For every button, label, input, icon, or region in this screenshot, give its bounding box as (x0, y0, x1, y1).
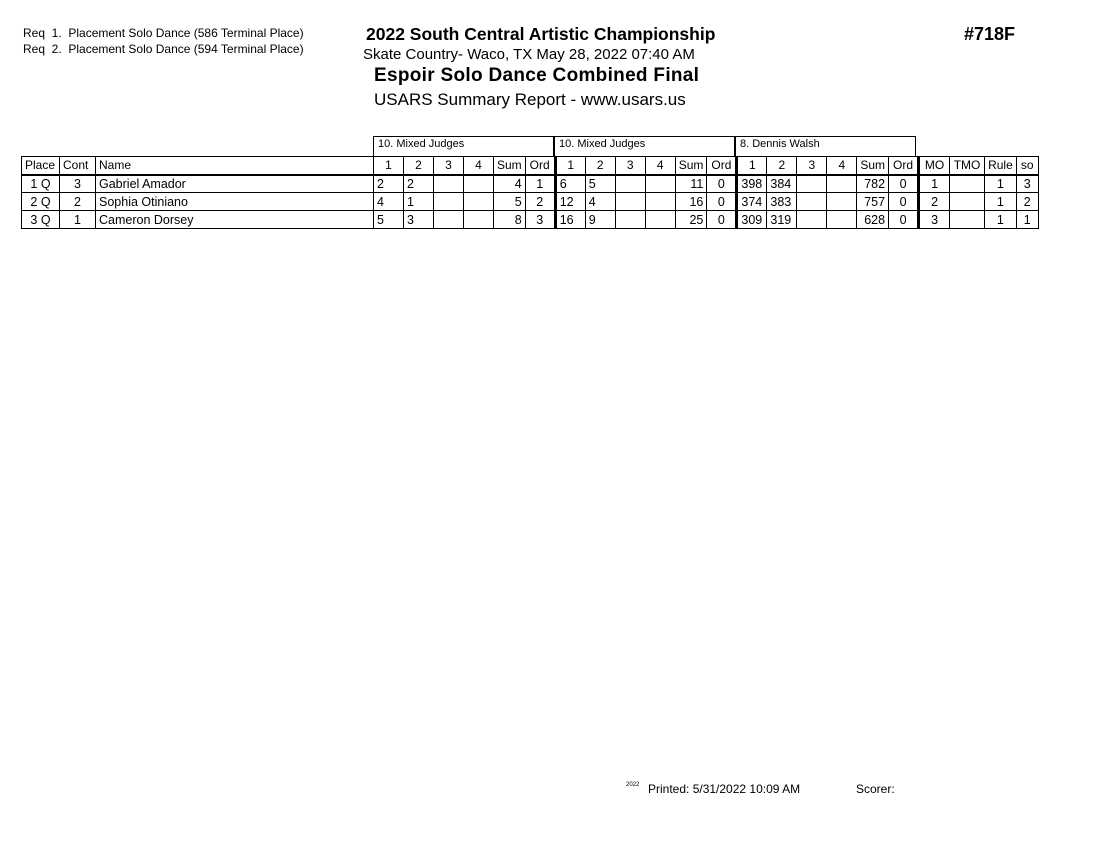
col-p2-j1: 1 (555, 157, 585, 175)
p3-j3 (797, 193, 827, 211)
results-table (21, 156, 1039, 229)
scorer-label: Scorer: (856, 782, 895, 796)
cont-cell: 2 (60, 193, 96, 211)
p3-ord: 0 (889, 211, 919, 229)
mo-cell: 2 (919, 193, 950, 211)
col-p2-ord: Ord (707, 157, 737, 175)
col-rule: Rule (985, 157, 1017, 175)
p1-j4 (464, 175, 494, 193)
col-p1-j2: 2 (404, 157, 434, 175)
p1-sum: 8 (494, 211, 526, 229)
col-p1-j4: 4 (464, 157, 494, 175)
p2-j1: 16 (555, 211, 585, 229)
p2-sum: 16 (675, 193, 707, 211)
col-p1-j3: 3 (434, 157, 464, 175)
event-code: #718F (964, 24, 1016, 44)
col-mo: MO (919, 157, 950, 175)
p3-j1: 374 (737, 193, 767, 211)
table-row (22, 175, 1039, 193)
col-p2-j3: 3 (615, 157, 645, 175)
p2-j4 (645, 211, 675, 229)
p2-j2: 4 (585, 193, 615, 211)
p2-j3 (615, 175, 645, 193)
p1-sum: 4 (494, 175, 526, 193)
p1-j3 (434, 175, 464, 193)
mo-cell: 3 (919, 211, 950, 229)
col-p2-j4: 4 (645, 157, 675, 175)
so-cell: 2 (1016, 193, 1038, 211)
p2-ord: 0 (707, 211, 737, 229)
col-tmo: TMO (950, 157, 985, 175)
p1-j2: 1 (404, 193, 434, 211)
so-cell: 1 (1016, 211, 1038, 229)
col-cont: Cont (60, 157, 96, 175)
p1-j1: 5 (374, 211, 404, 229)
col-place: Place (22, 157, 60, 175)
p2-j1: 12 (555, 193, 585, 211)
skater-name: Sophia Otiniano (96, 193, 374, 211)
p1-j1: 2 (374, 175, 404, 193)
rule-cell: 1 (985, 211, 1017, 229)
p3-j1: 398 (737, 175, 767, 193)
p1-j3 (434, 193, 464, 211)
p3-ord: 0 (889, 193, 919, 211)
tmo-cell (950, 211, 985, 229)
panel-label-2: 10. Mixed Judges (554, 136, 735, 156)
table-row (22, 193, 1039, 211)
col-p3-j1: 1 (737, 157, 767, 175)
p3-j2: 384 (767, 175, 797, 193)
p1-ord: 3 (525, 211, 555, 229)
rule-cell: 1 (985, 175, 1017, 193)
col-p2-j2: 2 (585, 157, 615, 175)
p2-sum: 11 (675, 175, 707, 193)
col-p1-sum: Sum (494, 157, 526, 175)
championship-title: 2022 South Central Artistic Championship (366, 24, 716, 44)
p1-j4 (464, 193, 494, 211)
p3-sum: 782 (857, 175, 889, 193)
p1-j4 (464, 211, 494, 229)
p3-j4 (827, 175, 857, 193)
p2-ord: 0 (707, 193, 737, 211)
so-cell: 3 (1016, 175, 1038, 193)
skater-name: Cameron Dorsey (96, 211, 374, 229)
p3-j3 (797, 175, 827, 193)
panel-label-3: 8. Dennis Walsh (735, 136, 916, 156)
p1-ord: 1 (525, 175, 555, 193)
p2-j1: 6 (555, 175, 585, 193)
p1-sum: 5 (494, 193, 526, 211)
p2-ord: 0 (707, 175, 737, 193)
skater-name: Gabriel Amador (96, 175, 374, 193)
place-cell: 2 Q (22, 193, 60, 211)
p3-j3 (797, 211, 827, 229)
p2-j2: 5 (585, 175, 615, 193)
report-title: USARS Summary Report - www.usars.us (374, 90, 686, 109)
p3-ord: 0 (889, 175, 919, 193)
venue-date: Skate Country- Waco, TX May 28, 2022 07:40 AM (363, 46, 695, 63)
p3-sum: 757 (857, 193, 889, 211)
cont-cell: 3 (60, 175, 96, 193)
rule-cell: 1 (985, 193, 1017, 211)
p3-sum: 628 (857, 211, 889, 229)
p3-j1: 309 (737, 211, 767, 229)
p3-j2: 319 (767, 211, 797, 229)
p1-j2: 2 (404, 175, 434, 193)
mo-cell: 1 (919, 175, 950, 193)
p2-j4 (645, 193, 675, 211)
p1-j3 (434, 211, 464, 229)
printed-timestamp: Printed: 5/31/2022 10:09 AM (648, 782, 801, 796)
tmo-cell (950, 193, 985, 211)
cont-cell: 1 (60, 211, 96, 229)
p3-j4 (827, 211, 857, 229)
requirement-2: Req 2. Placement Solo Dance (594 Terminal Place) (23, 42, 304, 56)
col-p3-j4: 4 (827, 157, 857, 175)
table-row (22, 211, 1039, 229)
panel-label-1: 10. Mixed Judges (373, 136, 554, 156)
requirement-1: Req 1. Placement Solo Dance (586 Terminal Place) (23, 26, 304, 40)
tmo-cell (950, 175, 985, 193)
col-p1-ord: Ord (525, 157, 555, 175)
p2-j2: 9 (585, 211, 615, 229)
col-name: Name (96, 157, 374, 175)
col-p3-j3: 3 (797, 157, 827, 175)
col-p3-j2: 2 (767, 157, 797, 175)
p2-sum: 25 (675, 211, 707, 229)
event-title: Espoir Solo Dance Combined Final (374, 65, 700, 86)
p1-ord: 2 (525, 193, 555, 211)
col-p1-j1: 1 (374, 157, 404, 175)
col-p3-sum: Sum (857, 157, 889, 175)
p1-j2: 3 (404, 211, 434, 229)
footer-year-mark: 2022 (626, 782, 640, 788)
p2-j4 (645, 175, 675, 193)
col-so: so (1016, 157, 1038, 175)
place-cell: 3 Q (22, 211, 60, 229)
header-row (22, 157, 1039, 175)
place-cell: 1 Q (22, 175, 60, 193)
p3-j2: 383 (767, 193, 797, 211)
p3-j4 (827, 193, 857, 211)
p1-j1: 4 (374, 193, 404, 211)
col-p3-ord: Ord (889, 157, 919, 175)
col-p2-sum: Sum (675, 157, 707, 175)
p2-j3 (615, 193, 645, 211)
p2-j3 (615, 211, 645, 229)
